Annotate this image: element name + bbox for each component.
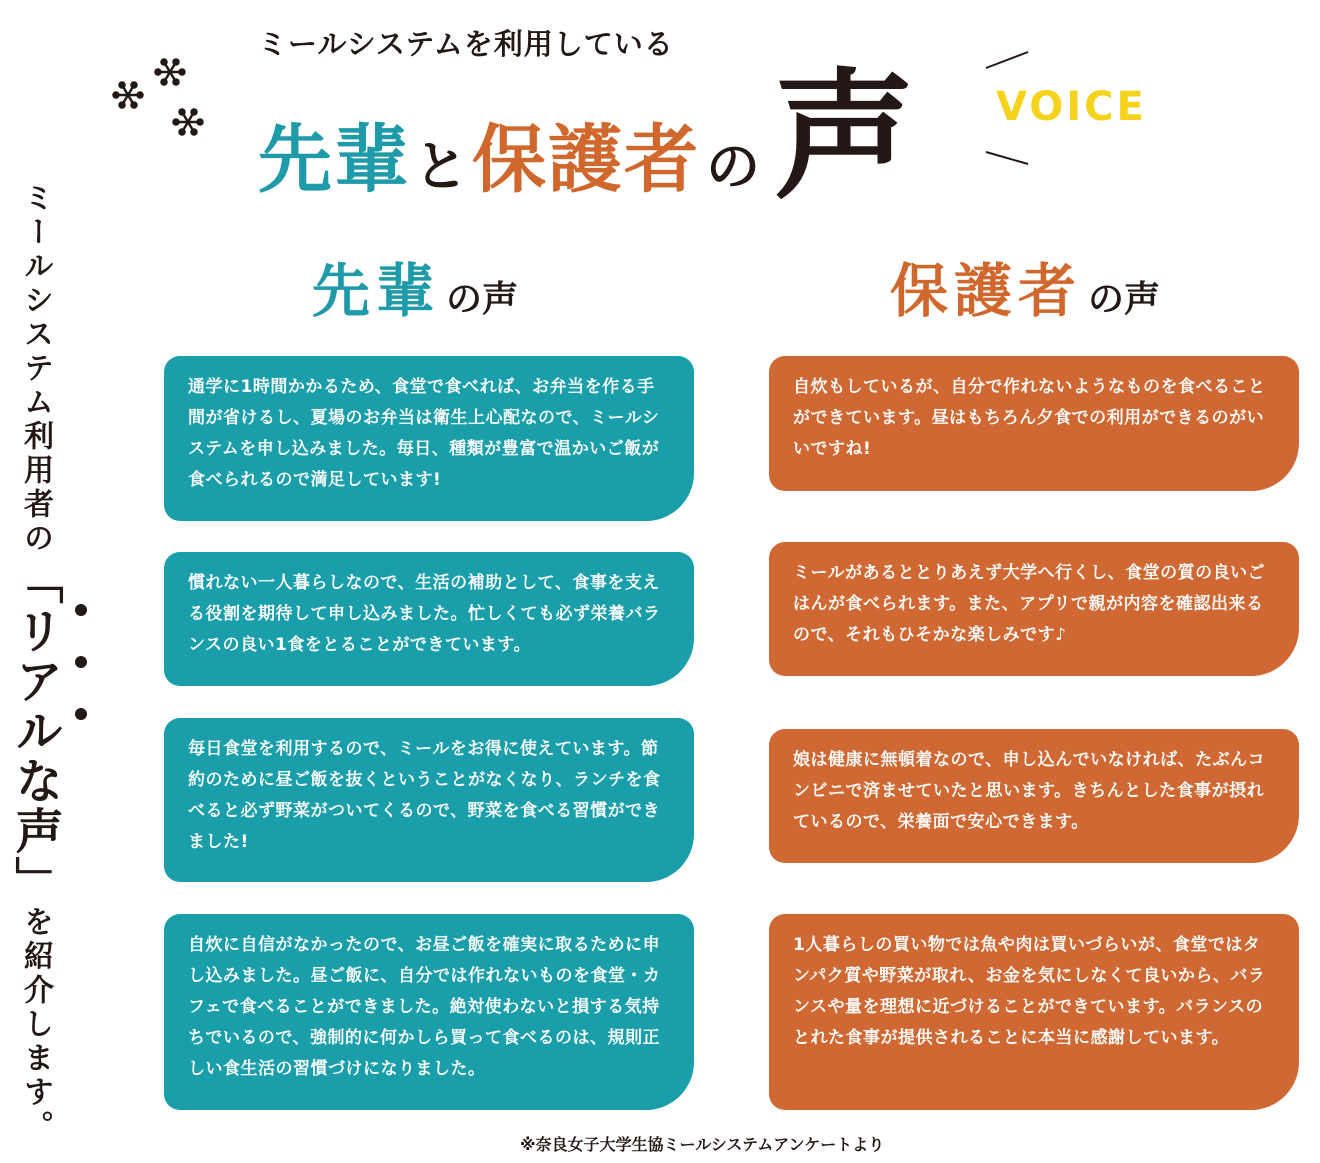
senpai-column-title — [312, 244, 518, 328]
senpai-voice-card: 自炊に自信がなかったので、お昼ご飯を確実に取るために申し込みました。昼ご飯に、自分では作れないものを食堂・カフェで食べることができました。絶対使わないと損する気持ちでいるので、強制的に何かしら買って食べるのは、規則正しい食生活の習慣づけになりました。 — [164, 914, 694, 1110]
title-to: と — [414, 135, 468, 198]
vertical-intro — [7, 182, 70, 1144]
vertical-quote-open: 「 — [7, 556, 63, 606]
vertical-line2: を紹介します。 — [18, 906, 53, 1144]
dots-decoration-icon — [66, 600, 96, 730]
hogosha-voice-card: 娘は健康に無頓着なので、申し込んでいなければ、たぶんコンビニで済ませていたと思います。きちんとした食事が摂れているので、栄養面で安心できます。 — [769, 729, 1299, 863]
hogosha-title-main: 保護者 — [890, 257, 1083, 325]
header-subtitle: ミールシステムを利用している — [258, 27, 674, 61]
page-title — [258, 56, 915, 219]
vertical-quote-text: リアルな声 — [7, 606, 63, 856]
senpai-voice-card: 慣れない一人暮らしなので、生活の補助として、食事を支える役割を期待して申し込みました。忙しくても必ず栄養バランスの良い1食をとることができています。 — [164, 552, 694, 686]
hogosha-voice-card: 自炊もしているが、自分で作れないようなものを食べることができています。昼はもちろん夕食での利用ができるのがいいですね! — [769, 356, 1299, 491]
senpai-voice-card: 通学に1時間かかるため、食堂で食べれば、お弁当を作る手間が省けるし、夏場のお弁当は衛生上心配なので、ミールシステムを申し込みました。毎日、種類が豊富で温かいご飯が食べられるので満足しています! — [164, 356, 694, 521]
hogosha-title-suffix: の声 — [1088, 279, 1161, 320]
senpai-title-suffix: の声 — [446, 279, 519, 320]
hogosha-voice-card: 1人暮らしの買い物では魚や肉は買いづらいが、食堂ではタンパク質や野菜が取れ、お金を気にしなくて良いから、バランスや量を理想に近づけることができています。バランスのとれた食事が提供されることに本当に感謝しています。 — [769, 914, 1299, 1110]
vertical-line1: ミールシステム利用者の — [18, 182, 53, 556]
title-hogosha: 保護者 — [472, 117, 700, 203]
senpai-voice-card: 毎日食堂を利用するので、ミールをお得に使えています。節約のために昼ご飯を抜くということがなくなり、ランチを食べると必ず野菜がついてくるので、野菜を食べる習慣ができました! — [164, 718, 694, 882]
hogosha-voice-card: ミールがあるととりあえず大学へ行くし、食堂の質の良いごはんが食べられます。また、アプリで親が内容を確認出来るので、それもひそかな楽しみです♪ — [769, 542, 1299, 676]
voice-label: VOICE — [996, 84, 1147, 130]
vertical-quote-close: 」 — [7, 856, 63, 906]
hogosha-column-title — [890, 244, 1160, 328]
senpai-title-main: 先輩 — [312, 257, 441, 325]
asterisk-decoration-icon — [108, 50, 208, 140]
title-no: の — [706, 135, 760, 198]
title-senpai: 先輩 — [258, 117, 410, 203]
title-koe: 声 — [774, 56, 915, 219]
source-note: ※奈良女子大学生協ミールシステムアンケートより — [520, 1135, 885, 1154]
